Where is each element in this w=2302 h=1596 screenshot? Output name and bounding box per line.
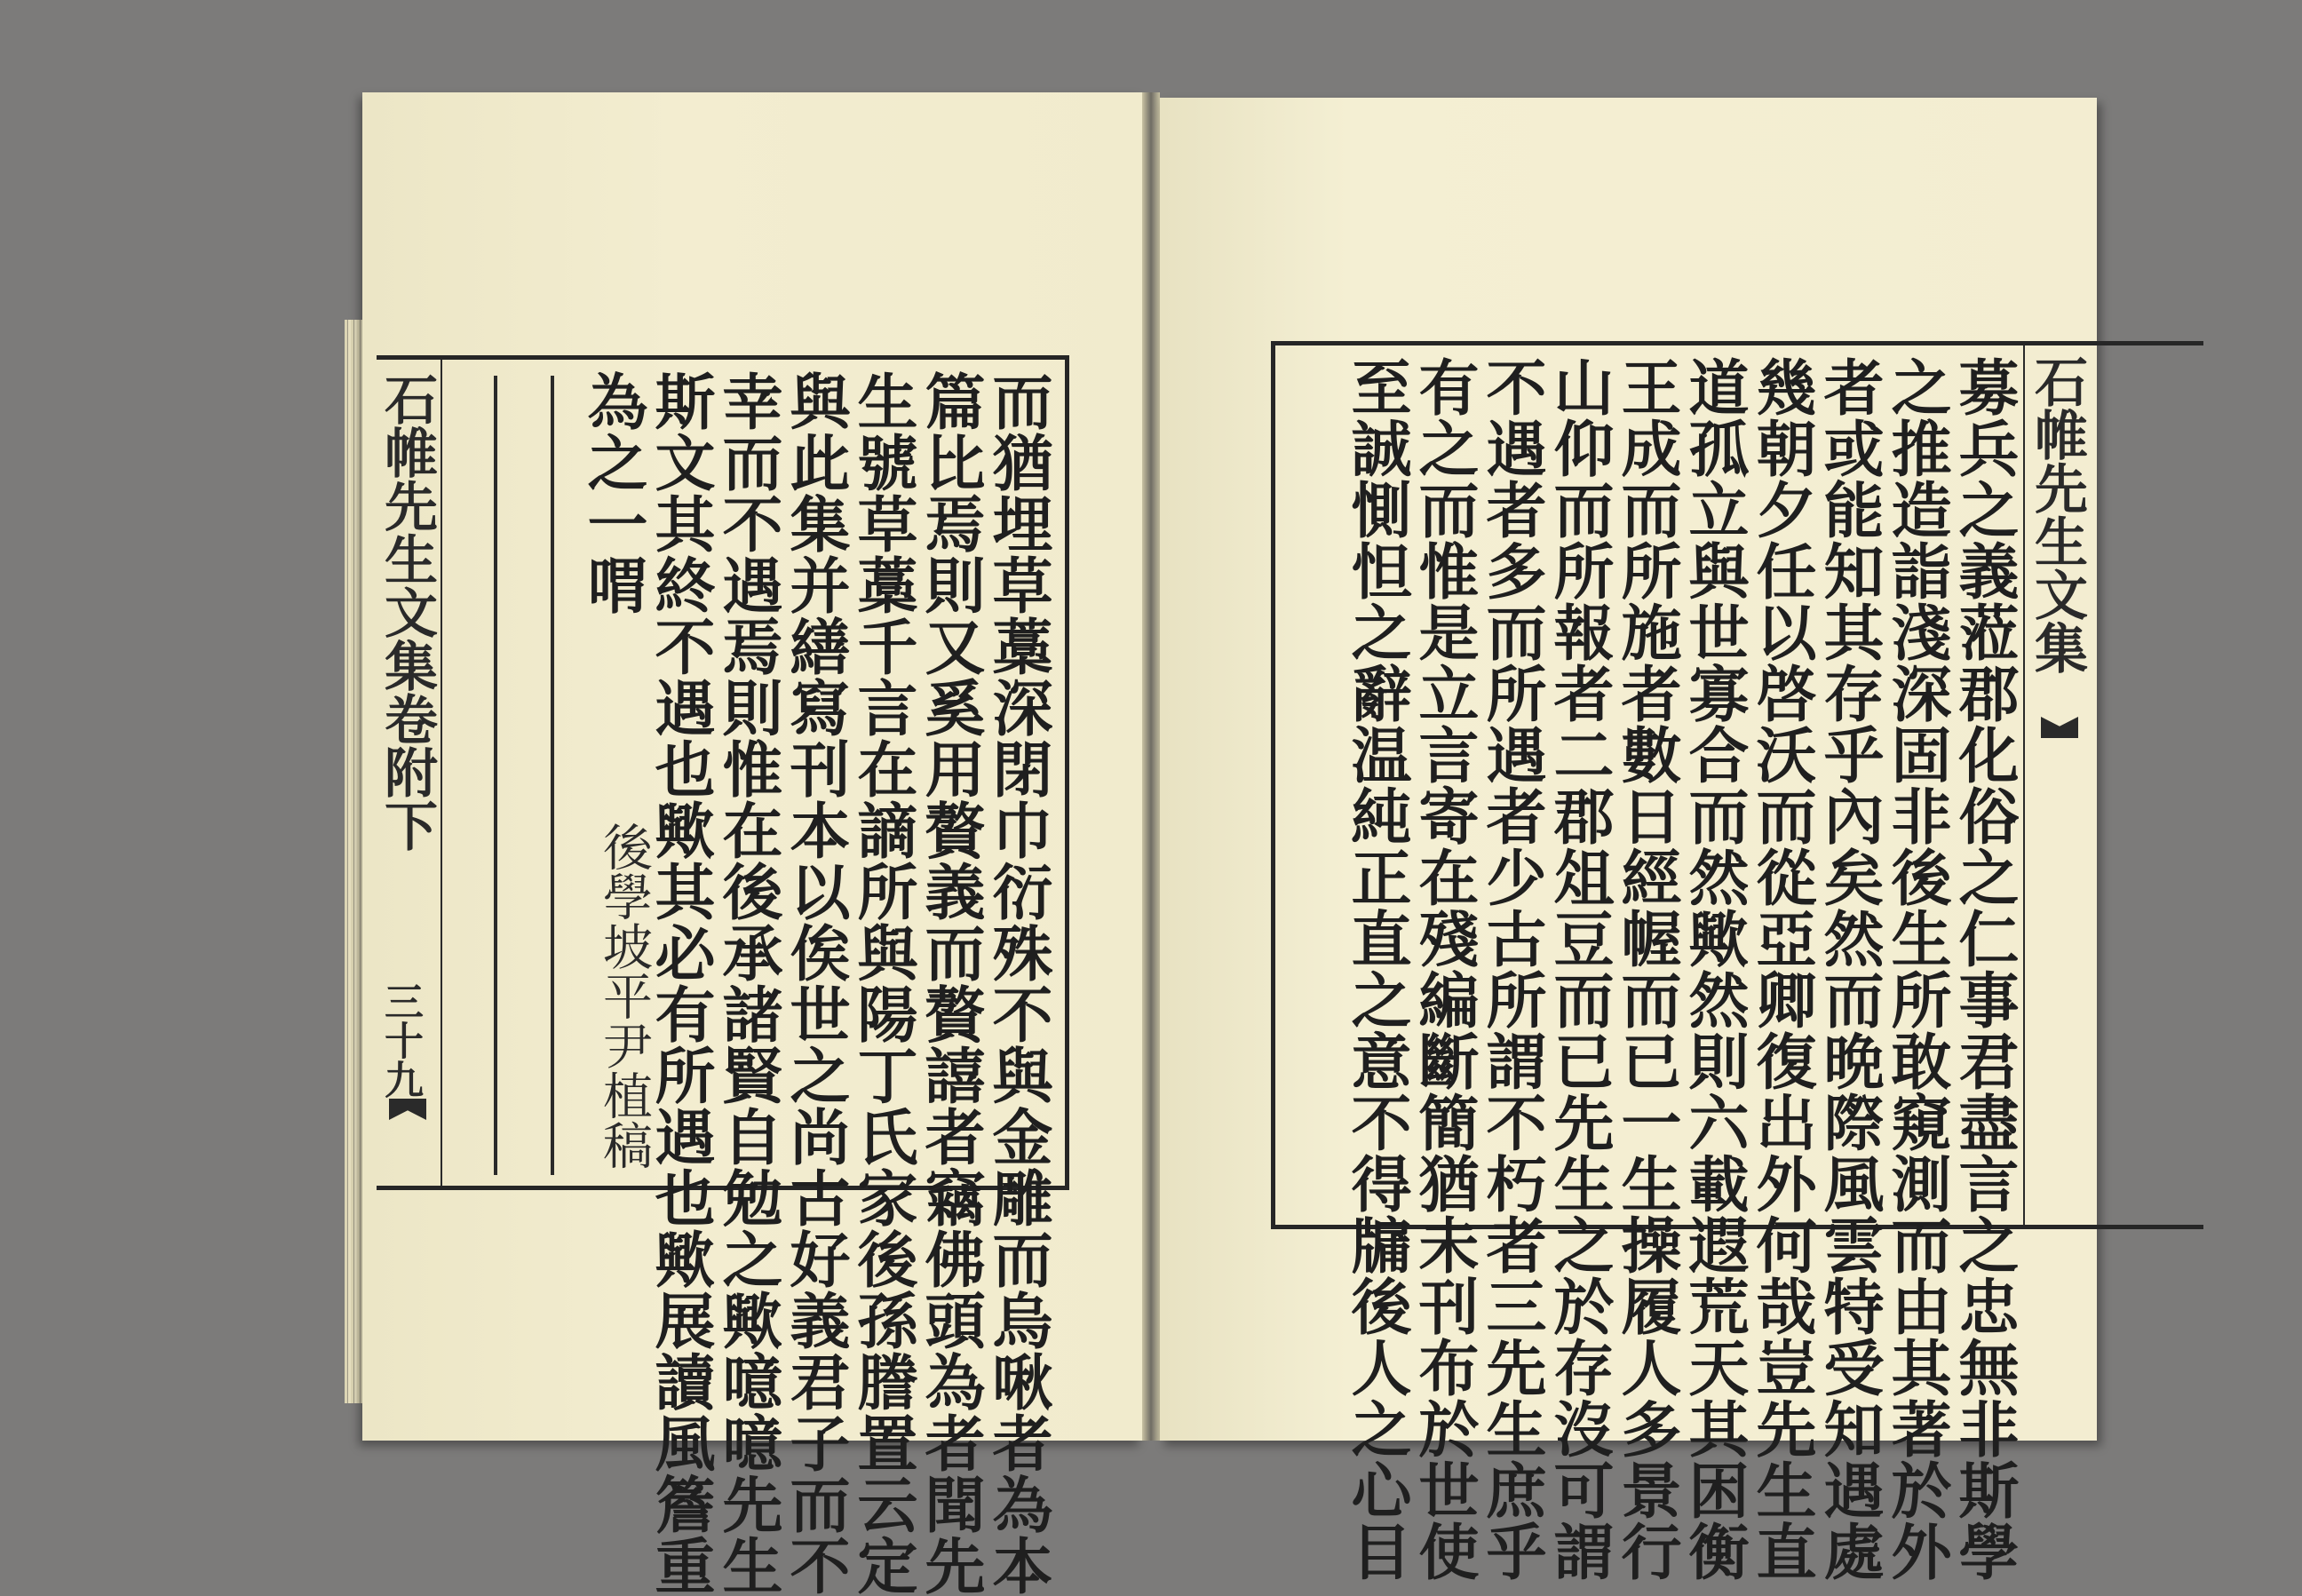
text-column-2: 篇比焉則又奚用贅義而贅譆者竊佛頭為者聞先 (915, 370, 986, 1596)
right-page (1160, 98, 2097, 1582)
text-column-5: 幸而不遇焉則惟在後承諸賢自勉之歟噫噫先生 (712, 370, 783, 1596)
left-page-border (376, 355, 1069, 1596)
text-column-3: 生號草藁千言在謫所與陽丁氏家後孫謄置云定 (847, 370, 918, 1596)
book-gutter (1142, 92, 1160, 1441)
fish-tail-mark (2041, 717, 2078, 738)
text-column-3: 者或能知其存乎內矣然而晩際風雲特受知遇處 (1814, 356, 1885, 1582)
text-column-6: 王成而所施者數日經幄而已一生操履人多景行 (1611, 356, 1682, 1582)
left-page (362, 92, 1142, 1596)
text-column-1: 募兵之義蒞郡化俗之仁事君盡言之忠無非斯學 (1949, 356, 2020, 1582)
text-column-8: 不遇者多而所遇者少古所謂不朽者三先生庶乎 (1476, 356, 1547, 1582)
right-page-border (1271, 341, 2203, 1582)
text-column-7: 為之一喟 (577, 370, 648, 615)
fish-tail-mark (389, 1099, 426, 1120)
left-margin-title: 石帷先生文集卷附下 (376, 372, 438, 852)
text-column-2: 之推造詣淺深固非後生所敢窺測而由其著於外 (1881, 356, 1952, 1582)
text-column-6: 斯文其終不遇也歟其必有所遇也歟展讀風簷重 (645, 370, 716, 1596)
text-column-5: 道孤立與世寡合而然歟然則六載遐荒天其困衡 (1679, 356, 1750, 1582)
text-column-9: 有之而惟是立言寄在殘編斷簡猶未刊布於世使 (1409, 356, 1480, 1582)
text-column-4: 與此集并繕寫刊本以俟世之尚古好義君子而不 (780, 370, 851, 1596)
left-margin-page-number: 三十九 (377, 981, 423, 1099)
text-column-4: 幾朝夕任以啓沃而從亞卿復出外何哉豈先生直 (1746, 356, 1817, 1582)
text-column-7: 山仰而所報者二郡俎豆而已先生之於存沒可謂 (1544, 356, 1615, 1582)
text-column-1: 而猶埋草藁深閉巾衍殊不與金雕而烏啾者為本 (982, 370, 1053, 1596)
blank-column-rule (551, 376, 554, 1175)
blank-column-rule (494, 376, 497, 1175)
text-column-10: 至誠惻怛之辭温純正直之意不得牖後人之心目 (1341, 356, 1412, 1582)
signature-column: 後學坡平尹植稿 (595, 822, 653, 1170)
right-margin-title: 石帷先生文集 (2026, 354, 2088, 674)
